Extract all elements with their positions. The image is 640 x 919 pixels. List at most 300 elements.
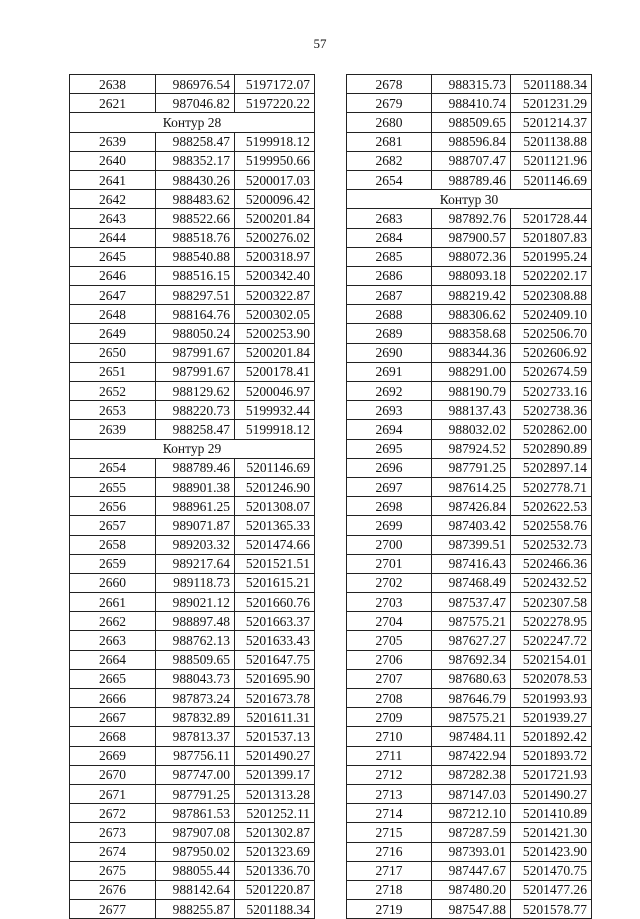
y-coordinate: 5201993.93 [511,689,592,708]
x-coordinate: 988789.46 [432,170,511,189]
x-coordinate: 988315.73 [432,75,511,94]
y-coordinate: 5202532.73 [511,535,592,554]
y-coordinate: 5201477.26 [511,880,592,899]
x-coordinate: 987447.67 [432,861,511,880]
y-coordinate: 5200046.97 [235,382,315,401]
point-number: 2649 [70,324,156,343]
table-row [347,842,592,861]
point-number: 2651 [70,362,156,381]
point-number: 2719 [347,900,432,919]
point-number: 2707 [347,669,432,688]
point-number: 2692 [347,382,432,401]
x-coordinate: 987484.11 [432,727,511,746]
point-number: 2646 [70,266,156,285]
x-coordinate: 988219.42 [432,286,511,305]
point-number: 2690 [347,343,432,362]
y-coordinate: 5200276.02 [235,228,315,247]
table-row [347,324,592,343]
table-row [70,593,315,612]
y-coordinate: 5201721.93 [511,765,592,784]
x-coordinate: 988516.15 [156,266,235,285]
table-row [347,497,592,516]
x-coordinate: 986976.54 [156,75,235,94]
table-row [70,170,315,189]
point-number: 2658 [70,535,156,554]
y-coordinate: 5200017.03 [235,170,315,189]
y-coordinate: 5201336.70 [235,861,315,880]
table-row [70,516,315,535]
point-number: 2696 [347,458,432,477]
x-coordinate: 988220.73 [156,401,235,420]
table-row [347,727,592,746]
x-coordinate: 987756.11 [156,746,235,765]
table-row [347,573,592,592]
y-coordinate: 5200342.40 [235,266,315,285]
x-coordinate: 987907.08 [156,823,235,842]
y-coordinate: 5201633.43 [235,631,315,650]
x-coordinate: 988093.18 [432,266,511,285]
table-row [70,573,315,592]
point-number: 2666 [70,689,156,708]
point-number: 2688 [347,305,432,324]
x-coordinate: 987791.25 [432,458,511,477]
table-row [70,765,315,784]
y-coordinate: 5202307.58 [511,593,592,612]
x-coordinate: 989217.64 [156,554,235,573]
x-coordinate: 988258.47 [156,420,235,439]
y-coordinate: 5201214.37 [511,113,592,132]
table-row [70,151,315,170]
x-coordinate: 987287.59 [432,823,511,842]
x-coordinate: 988344.36 [432,343,511,362]
table-row [347,113,592,132]
point-number: 2691 [347,362,432,381]
table-row [70,823,315,842]
y-coordinate: 5202308.88 [511,286,592,305]
point-number: 2683 [347,209,432,228]
x-coordinate: 987426.84 [432,497,511,516]
table-row [70,190,315,209]
point-number: 2664 [70,650,156,669]
point-number: 2668 [70,727,156,746]
y-coordinate: 5201647.75 [235,650,315,669]
y-coordinate: 5200253.90 [235,324,315,343]
y-coordinate: 5199932.44 [235,401,315,420]
contour-header: Контур 29 [70,439,315,458]
table-row [347,746,592,765]
y-coordinate: 5202202.17 [511,266,592,285]
coordinates-table-right [346,74,592,919]
point-number: 2694 [347,420,432,439]
table-row [347,535,592,554]
point-number: 2713 [347,784,432,803]
x-coordinate: 988901.38 [156,477,235,496]
table-row [70,247,315,266]
point-number: 2674 [70,842,156,861]
table-row [347,804,592,823]
x-coordinate: 989203.32 [156,535,235,554]
contour-header-row [70,113,315,132]
point-number: 2654 [347,170,432,189]
table-row [70,382,315,401]
y-coordinate: 5201188.34 [235,900,315,919]
point-number: 2701 [347,554,432,573]
y-coordinate: 5201893.72 [511,746,592,765]
y-coordinate: 5202432.52 [511,573,592,592]
y-coordinate: 5201470.75 [511,861,592,880]
y-coordinate: 5201246.90 [235,477,315,496]
point-number: 2648 [70,305,156,324]
table-row [70,324,315,343]
table-row [347,401,592,420]
y-coordinate: 5202558.76 [511,516,592,535]
table-row [347,765,592,784]
y-coordinate: 5202897.14 [511,458,592,477]
y-coordinate: 5201188.34 [511,75,592,94]
x-coordinate: 987147.03 [432,784,511,803]
point-number: 2712 [347,765,432,784]
table-row [347,631,592,650]
x-coordinate: 987537.47 [432,593,511,612]
page-number: 57 [313,36,327,51]
table-row [70,362,315,381]
x-coordinate: 988164.76 [156,305,235,324]
x-coordinate: 989118.73 [156,573,235,592]
x-coordinate: 987422.94 [432,746,511,765]
table-row [347,554,592,573]
table-row [70,535,315,554]
table-row [347,151,592,170]
point-number: 2708 [347,689,432,708]
y-coordinate: 5200302.05 [235,305,315,324]
point-number: 2639 [70,132,156,151]
point-number: 2660 [70,573,156,592]
table-row [347,458,592,477]
point-number: 2663 [70,631,156,650]
x-coordinate: 988789.46 [156,458,235,477]
point-number: 2684 [347,228,432,247]
point-number: 2717 [347,861,432,880]
y-coordinate: 5201313.28 [235,784,315,803]
y-coordinate: 5200322.87 [235,286,315,305]
x-coordinate: 987747.00 [156,765,235,784]
point-number: 2703 [347,593,432,612]
y-coordinate: 5201490.27 [511,784,592,803]
point-number: 2711 [347,746,432,765]
y-coordinate: 5201410.89 [511,804,592,823]
table-row [70,612,315,631]
point-number: 2705 [347,631,432,650]
table-row [347,689,592,708]
point-number: 2680 [347,113,432,132]
x-coordinate: 988762.13 [156,631,235,650]
point-number: 2710 [347,727,432,746]
table-row [70,209,315,228]
x-coordinate: 988072.36 [432,247,511,266]
y-coordinate: 5201807.83 [511,228,592,247]
y-coordinate: 5201220.87 [235,880,315,899]
y-coordinate: 5202890.89 [511,439,592,458]
contour-header: Контур 30 [347,190,592,209]
point-number: 2697 [347,477,432,496]
x-coordinate: 988483.62 [156,190,235,209]
x-coordinate: 989071.87 [156,516,235,535]
table-row [347,420,592,439]
x-coordinate: 987480.20 [432,880,511,899]
x-coordinate: 987416.43 [432,554,511,573]
y-coordinate: 5201615.21 [235,573,315,592]
table-row [70,842,315,861]
point-number: 2640 [70,151,156,170]
x-coordinate: 987832.89 [156,708,235,727]
x-coordinate: 988297.51 [156,286,235,305]
x-coordinate: 988255.87 [156,900,235,919]
x-coordinate: 987046.82 [156,94,235,113]
table-row [70,132,315,151]
x-coordinate: 988352.17 [156,151,235,170]
x-coordinate: 989021.12 [156,593,235,612]
x-coordinate: 987575.21 [432,708,511,727]
point-number: 2642 [70,190,156,209]
table-row [347,669,592,688]
x-coordinate: 988897.48 [156,612,235,631]
y-coordinate: 5201146.69 [511,170,592,189]
x-coordinate: 987813.37 [156,727,235,746]
x-coordinate: 987680.63 [432,669,511,688]
table-row [347,593,592,612]
x-coordinate: 988291.00 [432,362,511,381]
table-row [70,880,315,899]
point-number: 2654 [70,458,156,477]
point-number: 2653 [70,401,156,420]
table-row [347,477,592,496]
x-coordinate: 987627.27 [432,631,511,650]
y-coordinate: 5197172.07 [235,75,315,94]
x-coordinate: 988055.44 [156,861,235,880]
x-coordinate: 988707.47 [432,151,511,170]
table-row [347,861,592,880]
table-row [347,170,592,189]
table-row [70,631,315,650]
point-number: 2700 [347,535,432,554]
table-row [70,708,315,727]
table-row [347,900,592,919]
y-coordinate: 5201423.90 [511,842,592,861]
point-number: 2650 [70,343,156,362]
y-coordinate: 5202506.70 [511,324,592,343]
y-coordinate: 5202738.36 [511,401,592,420]
x-coordinate: 988540.88 [156,247,235,266]
table-row [70,804,315,823]
y-coordinate: 5201302.87 [235,823,315,842]
table-row [70,727,315,746]
x-coordinate: 988410.74 [432,94,511,113]
table-row [347,880,592,899]
table-row [347,305,592,324]
y-coordinate: 5202154.01 [511,650,592,669]
y-coordinate: 5201995.24 [511,247,592,266]
y-coordinate: 5202606.92 [511,343,592,362]
table-row [70,861,315,880]
point-number: 2677 [70,900,156,919]
point-number: 2655 [70,477,156,496]
point-number: 2643 [70,209,156,228]
point-number: 2687 [347,286,432,305]
y-coordinate: 5201231.29 [511,94,592,113]
point-number: 2662 [70,612,156,631]
x-coordinate: 988518.76 [156,228,235,247]
coordinates-table-left [69,74,315,919]
point-number: 2714 [347,804,432,823]
point-number: 2686 [347,266,432,285]
point-number: 2685 [347,247,432,266]
y-coordinate: 5201146.69 [235,458,315,477]
y-coordinate: 5202409.10 [511,305,592,324]
x-coordinate: 987991.67 [156,362,235,381]
table-row [70,900,315,919]
contour-header-row [347,190,592,209]
x-coordinate: 988032.02 [432,420,511,439]
table-row [70,420,315,439]
point-number: 2682 [347,151,432,170]
point-number: 2669 [70,746,156,765]
point-number: 2689 [347,324,432,343]
table-row [347,94,592,113]
point-number: 2716 [347,842,432,861]
y-coordinate: 5202778.71 [511,477,592,496]
point-number: 2681 [347,132,432,151]
point-number: 2644 [70,228,156,247]
point-number: 2659 [70,554,156,573]
y-coordinate: 5201611.31 [235,708,315,727]
x-coordinate: 988509.65 [432,113,511,132]
x-coordinate: 988190.79 [432,382,511,401]
table-row [347,209,592,228]
y-coordinate: 5201939.27 [511,708,592,727]
x-coordinate: 987403.42 [432,516,511,535]
point-number: 2678 [347,75,432,94]
table-row [70,650,315,669]
x-coordinate: 987575.21 [432,612,511,631]
x-coordinate: 988430.26 [156,170,235,189]
y-coordinate: 5200201.84 [235,209,315,228]
point-number: 2715 [347,823,432,842]
point-number: 2676 [70,880,156,899]
point-number: 2673 [70,823,156,842]
y-coordinate: 5202466.36 [511,554,592,573]
table-row [70,458,315,477]
table-row [347,247,592,266]
table-row [347,612,592,631]
x-coordinate: 988043.73 [156,669,235,688]
x-coordinate: 987547.88 [432,900,511,919]
table-row [347,784,592,803]
y-coordinate: 5199950.66 [235,151,315,170]
point-number: 2679 [347,94,432,113]
x-coordinate: 987861.53 [156,804,235,823]
x-coordinate: 987892.76 [432,209,511,228]
table-row [70,746,315,765]
x-coordinate: 987282.38 [432,765,511,784]
table-row [70,784,315,803]
x-coordinate: 988050.24 [156,324,235,343]
x-coordinate: 988142.64 [156,880,235,899]
y-coordinate: 5201490.27 [235,746,315,765]
table-row [347,823,592,842]
table-row [347,650,592,669]
point-number: 2672 [70,804,156,823]
x-coordinate: 988522.66 [156,209,235,228]
table-row [70,266,315,285]
contour-header: Контур 28 [70,113,315,132]
y-coordinate: 5199918.12 [235,420,315,439]
y-coordinate: 5202278.95 [511,612,592,631]
x-coordinate: 988137.43 [432,401,511,420]
y-coordinate: 5202078.53 [511,669,592,688]
point-number: 2695 [347,439,432,458]
y-coordinate: 5200318.97 [235,247,315,266]
point-number: 2665 [70,669,156,688]
y-coordinate: 5201399.17 [235,765,315,784]
point-number: 2647 [70,286,156,305]
point-number: 2702 [347,573,432,592]
point-number: 2661 [70,593,156,612]
x-coordinate: 988129.62 [156,382,235,401]
point-number: 2699 [347,516,432,535]
table-row [70,343,315,362]
y-coordinate: 5197220.22 [235,94,315,113]
table-row [70,305,315,324]
y-coordinate: 5201308.07 [235,497,315,516]
table-row [70,669,315,688]
point-number: 2671 [70,784,156,803]
table-row [347,362,592,381]
x-coordinate: 987692.34 [432,650,511,669]
y-coordinate: 5199918.12 [235,132,315,151]
table-row [347,75,592,94]
table-row [347,708,592,727]
y-coordinate: 5202674.59 [511,362,592,381]
y-coordinate: 5201663.37 [235,612,315,631]
point-number: 2645 [70,247,156,266]
y-coordinate: 5202862.00 [511,420,592,439]
point-number: 2709 [347,708,432,727]
x-coordinate: 987924.52 [432,439,511,458]
x-coordinate: 988258.47 [156,132,235,151]
point-number: 2621 [70,94,156,113]
y-coordinate: 5202622.53 [511,497,592,516]
y-coordinate: 5201138.88 [511,132,592,151]
x-coordinate: 988596.84 [432,132,511,151]
y-coordinate: 5201695.90 [235,669,315,688]
y-coordinate: 5200096.42 [235,190,315,209]
x-coordinate: 987900.57 [432,228,511,247]
x-coordinate: 987468.49 [432,573,511,592]
x-coordinate: 987399.51 [432,535,511,554]
x-coordinate: 987873.24 [156,689,235,708]
point-number: 2657 [70,516,156,535]
x-coordinate: 988306.62 [432,305,511,324]
table-row [347,439,592,458]
point-number: 2667 [70,708,156,727]
point-number: 2693 [347,401,432,420]
x-coordinate: 987950.02 [156,842,235,861]
x-coordinate: 988961.25 [156,497,235,516]
table-row [347,132,592,151]
y-coordinate: 5201252.11 [235,804,315,823]
point-number: 2670 [70,765,156,784]
table-row [347,286,592,305]
